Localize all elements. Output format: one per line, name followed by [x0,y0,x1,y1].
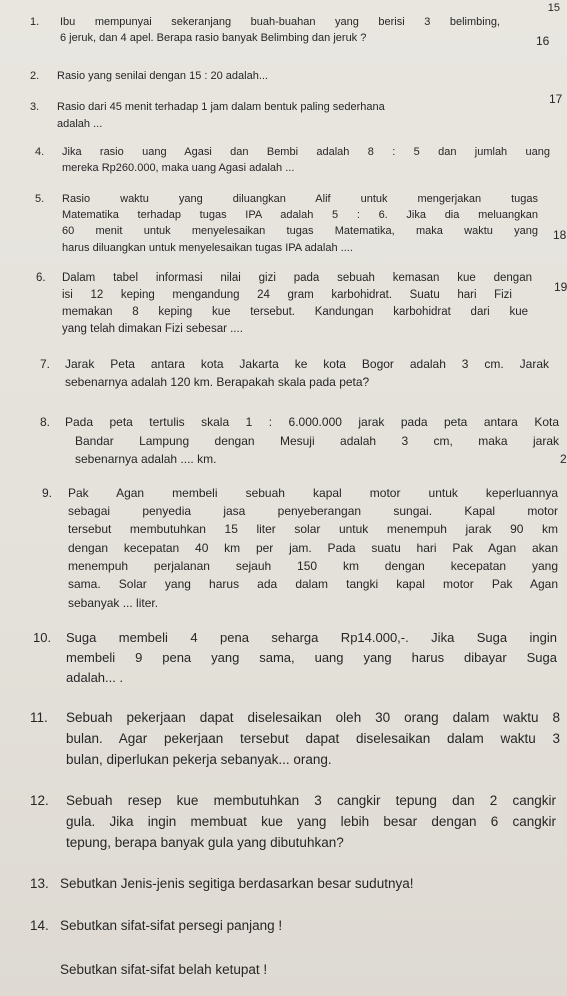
question-10-line-3: adalah... . [66,670,124,685]
question-10-number: 10. [33,630,52,645]
question-2-line-1: Rasio yang senilai dengan 15 : 20 adalah... [57,70,268,82]
question-7-line-1: Jarak Peta antara kota Jakarta ke kota Bogor adalah 3 cm. Jarak [65,357,549,371]
question-belah-ketupat-line-1: Sebutkan sifat-sifat belah ketupat ! [60,962,268,977]
question-5-line-4: harus diluangkan untuk menyelesaikan tugas IPA adalah .... [62,242,353,254]
question-13-number: 13. [30,876,49,891]
question-9-line-4: dengan kecepatan 40 km per jam. Pada suatu hari Pak Agan akan [68,541,558,555]
question-10-line-2: membeli 9 pena yang sama, uang yang harus dibayar Suga [66,650,557,665]
side-number-19: 19 [554,280,567,294]
question-11-line-3: bulan, diperlukan pekerja sebanyak... orang. [66,752,332,767]
question-4-line-1: Jika rasio uang Agasi dan Bembi adalah 8 : 5 dan jumlah uang [62,146,550,158]
question-7-line-2: sebenarnya adalah 120 km. Berapakah skala pada peta? [65,375,370,389]
question-9-line-3: tersebut membutuhkan 15 liter solar untuk menempuh jarak 90 km [68,522,558,536]
question-12-line-3: tepung, berapa banyak gula yang dibutuhkan? [66,835,344,850]
question-14-line-1: Sebutkan sifat-sifat persegi panjang ! [60,918,283,933]
question-8-line-2: Bandar Lampung dengan Mesuji adalah 3 cm, maka jarak [75,434,559,448]
question-14-number: 14. [30,918,49,933]
question-1-line-1: Ibu mempunyai sekeranjang buah-buahan yang berisi 3 belimbing, [60,16,500,28]
question-7-number: 7. [40,357,51,371]
corner-page-number: 15 [547,2,560,14]
question-11-line-1: Sebuah pekerjaan dapat diselesaikan oleh 30 orang dalam waktu 8 [66,710,560,725]
question-8-line-3: sebenarnya adalah .... km. [75,452,217,466]
question-13-line-1: Sebutkan Jenis-jenis segitiga berdasarkan besar sudutnya! [60,876,414,891]
question-12-line-1: Sebuah resep kue membutuhkan 3 cangkir tepung dan 2 cangkir [66,793,556,808]
question-11-number: 11. [30,710,48,725]
question-3-line-1: Rasio dari 45 menit terhadap 1 jam dalam bentuk paling sederhana [57,101,385,113]
side-number-2: 2 [560,452,567,466]
question-4-line-2: mereka Rp260.000, maka uang Agasi adalah ... [62,162,295,174]
question-1-number: 1. [30,16,40,28]
question-3-line-2: adalah ... [57,118,103,130]
side-number-18: 18 [553,228,567,242]
question-11-line-2: bulan. Agar pekerjaan tersebut dapat diselesaikan dalam waktu 3 [66,731,560,746]
question-9-line-2: sebagai penyedia jasa penyeberangan sungai. Kapal motor [68,504,558,518]
question-5-line-1: Rasio waktu yang diluangkan Alif untuk mengerjakan tugas [62,193,538,205]
side-number-16: 16 [536,34,550,48]
question-5-line-3: 60 menit untuk menyelesaikan tugas Matematika, maka waktu yang [62,225,538,237]
question-9-line-1: Pak Agan membeli sebuah kapal motor untuk keperluannya [68,486,558,500]
question-5-number: 5. [35,193,45,205]
question-6-line-3: memakan 8 keping kue tersebut. Kandungan karbohidrat dari kue [62,306,528,318]
question-9-number: 9. [42,486,53,500]
question-12-line-2: gula. Jika ingin membuat kue yang lebih besar dengan 6 cangkir [66,814,556,829]
question-9-line-7: sebanyak ... liter. [68,596,159,610]
question-6-line-1: Dalam tabel informasi nilai gizi pada sebuah kemasan kue dengan [62,272,532,284]
question-8-number: 8. [40,415,51,429]
question-3-number: 3. [30,101,40,113]
question-2-number: 2. [30,70,40,82]
question-4-number: 4. [35,146,45,158]
question-6-number: 6. [36,272,46,284]
side-number-17: 17 [549,92,563,106]
question-5-line-2: Matematika terhadap tugas IPA adalah 5 : 6. Jika dia meluangkan [62,209,538,221]
question-9-line-5: menempuh perjalanan sejauh 150 km dengan kecepatan yang [68,559,558,573]
question-8-line-1: Pada peta tertulis skala 1 : 6.000.000 jarak pada peta antara Kota [65,415,559,429]
question-1-line-2: 6 jeruk, dan 4 apel. Berapa rasio banyak Belimbing dan jeruk ? [60,32,367,44]
question-9-line-6: sama. Solar yang harus ada dalam tangki kapal motor Pak Agan [68,577,558,591]
question-6-line-4: yang telah dimakan Fizi sebesar .... [62,323,243,335]
question-12-number: 12. [30,793,49,808]
question-6-line-2: isi 12 keping mengandung 24 gram karbohidrat. Suatu hari Fizi [62,289,512,301]
question-10-line-1: Suga membeli 4 pena seharga Rp14.000,-. Jika Suga ingin [66,630,557,645]
